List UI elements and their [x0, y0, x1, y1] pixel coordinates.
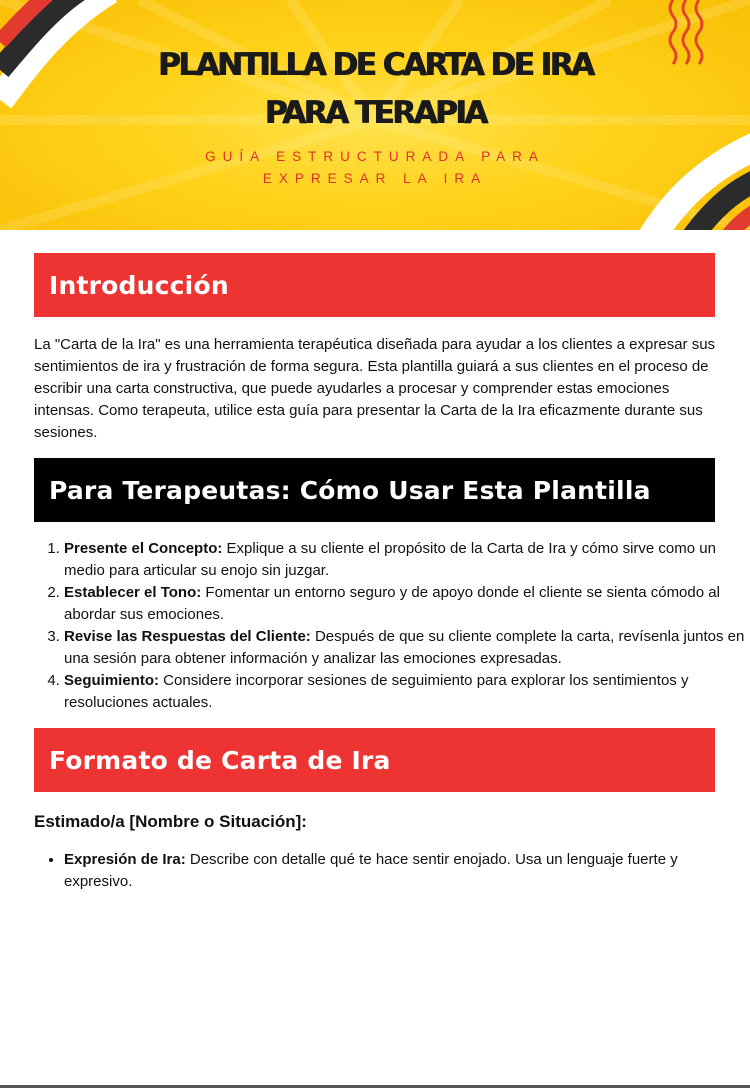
step-text: Considere incorporar sesiones de seguimiento para explorar los sentimientos y resoluciones actuales. [64, 672, 689, 711]
step-term: Seguimiento: [64, 672, 160, 689]
subtitle-line2: EXPRESAR LA IRA [262, 171, 488, 186]
format-heading: Formato de Carta de Ira [34, 728, 715, 792]
bullet-text: Describe con detalle qué te hace sentir enojado. Usa un lenguaje fuerte y expresivo. [64, 851, 678, 890]
page-title-line2: PARA TERAPIA [264, 95, 486, 131]
bullet-term: Expresión de Ira: [64, 851, 186, 868]
intro-paragraph: La "Carta de la Ira" es una herramienta terapéutica diseñada para ayudar a los clientes a expresar sus sentimientos de ira y frustración de forma segura. Esta plantilla guiará a sus clientes en el proceso de escribir una carta constructiva, que puede ayudarles a procesar y comprender estas emociones intensas. Como terapeuta, utilice esta guía para presentar la Carta de la Ira eficazmente durante sus sesiones. [34, 336, 716, 441]
list-item [64, 849, 749, 893]
list-item [64, 670, 749, 714]
format-bullets-list [34, 849, 749, 893]
letter-salutation: Estimado/a [Nombre o Situación]: [34, 812, 307, 831]
therapists-heading: Para Terapeutas: Cómo Usar Esta Plantilla [34, 458, 715, 522]
list-item [64, 626, 749, 670]
step-term: Presente el Concepto: [64, 540, 223, 557]
intro-heading: Introducción [34, 253, 715, 317]
list-item [64, 582, 749, 626]
step-term: Revise las Respuestas del Cliente: [64, 628, 311, 645]
subtitle-line1: GUÍA ESTRUCTURADA PARA [205, 149, 545, 164]
page-title-line1: PLANTILLA DE CARTA DE IRA [157, 47, 593, 83]
step-text: Fomentar un entorno seguro y de apoyo donde el cliente se sienta cómodo al abordar sus emociones. [64, 584, 720, 623]
list-item [64, 538, 749, 582]
step-term: Establecer el Tono: [64, 584, 202, 601]
step-text: Explique a su cliente el propósito de la Carta de Ira y cómo sirve como un medio para articular su enojo sin juzgar. [64, 540, 716, 579]
therapist-steps-list [34, 538, 749, 714]
header-banner [0, 0, 750, 230]
step-text: Después de que su cliente complete la carta, revísenla juntos en una sesión para obtener información y analizar las emociones expresadas. [64, 628, 745, 667]
